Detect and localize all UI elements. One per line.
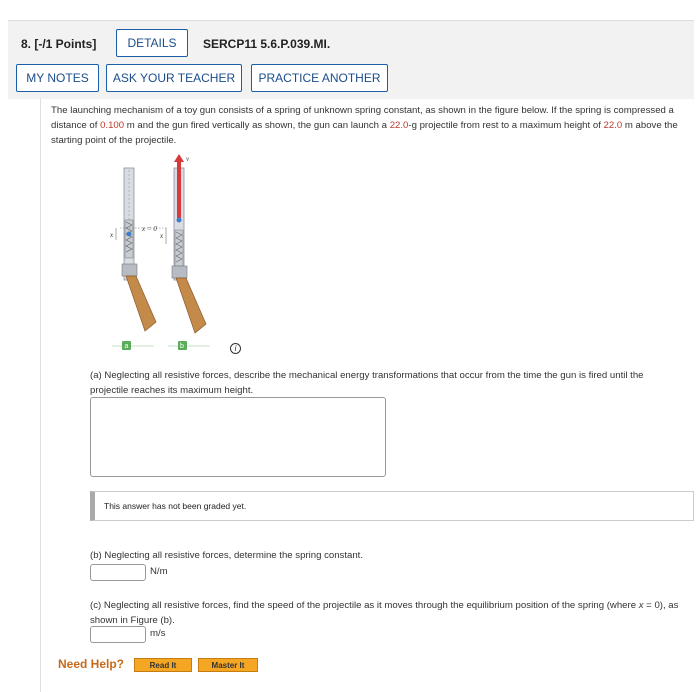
part-c-text: = 0), as shown in Figure (b).	[90, 600, 679, 626]
info-icon[interactable]: i	[230, 343, 241, 354]
label-x-b: x	[160, 232, 164, 240]
problem-text: -g projectile from rest to a maximum height of	[408, 120, 604, 131]
part-a-question: (a) Neglecting all resistive forces, describe the mechanical energy transformations that occur from the time the gun is fired until the projectile reaches its maximum height.	[90, 370, 644, 396]
problem-code: SERCP11 5.6.P.039.MI.	[203, 37, 331, 51]
gun-b	[172, 154, 206, 333]
part-b-unit: N/m	[150, 566, 168, 577]
part-c-var: x	[638, 600, 644, 611]
toy-gun-figure	[108, 152, 258, 352]
part-c-unit: m/s	[150, 628, 166, 639]
practice-another-button[interactable]: PRACTICE ANOTHER	[251, 64, 388, 92]
label-a: a	[124, 343, 129, 350]
details-button[interactable]: DETAILS	[116, 29, 188, 57]
label-v: v	[186, 155, 190, 163]
problem-text: m above the starting point of the projectile.	[51, 120, 678, 146]
need-help-label: Need Help?	[58, 657, 125, 671]
problem-text: The launching mechanism of a toy gun consists of a spring of unknown spring constant, as shown in the figure below. If the spring is compressed a distance of	[51, 105, 674, 131]
part-b-answer-input[interactable]	[90, 564, 146, 581]
label-x-a: x	[110, 231, 114, 239]
question-header	[8, 20, 694, 99]
problem-text: m and the gun fired vertically as shown, the gun can launch a	[124, 120, 390, 131]
part-b-question: (b) Neglecting all resistive forces, determine the spring constant.	[90, 550, 364, 561]
part-a-answer-textarea[interactable]	[90, 397, 386, 477]
ask-teacher-button[interactable]: ASK YOUR TEACHER	[106, 64, 242, 92]
label-x0: x = 0	[142, 225, 157, 233]
problem-statement	[51, 103, 687, 148]
read-it-button[interactable]: Read It	[134, 658, 192, 672]
height-value: 22.0	[603, 120, 623, 131]
part-c-question	[90, 598, 690, 628]
gun-a	[122, 168, 156, 331]
graded-status: This answer has not been graded yet.	[90, 491, 694, 521]
my-notes-button[interactable]: MY NOTES	[16, 64, 99, 92]
compression-value: 0.100	[100, 120, 125, 131]
part-c-text: (c) Neglecting all resistive forces, find the speed of the projectile as it moves through the equilibrium position of the spring (where	[90, 600, 639, 611]
part-c-answer-input[interactable]	[90, 626, 146, 643]
question-number: 8. [-/1 Points]	[21, 37, 97, 51]
label-b: b	[180, 343, 184, 350]
mass-value: 22.0	[389, 120, 409, 131]
master-it-button[interactable]: Master It	[198, 658, 258, 672]
